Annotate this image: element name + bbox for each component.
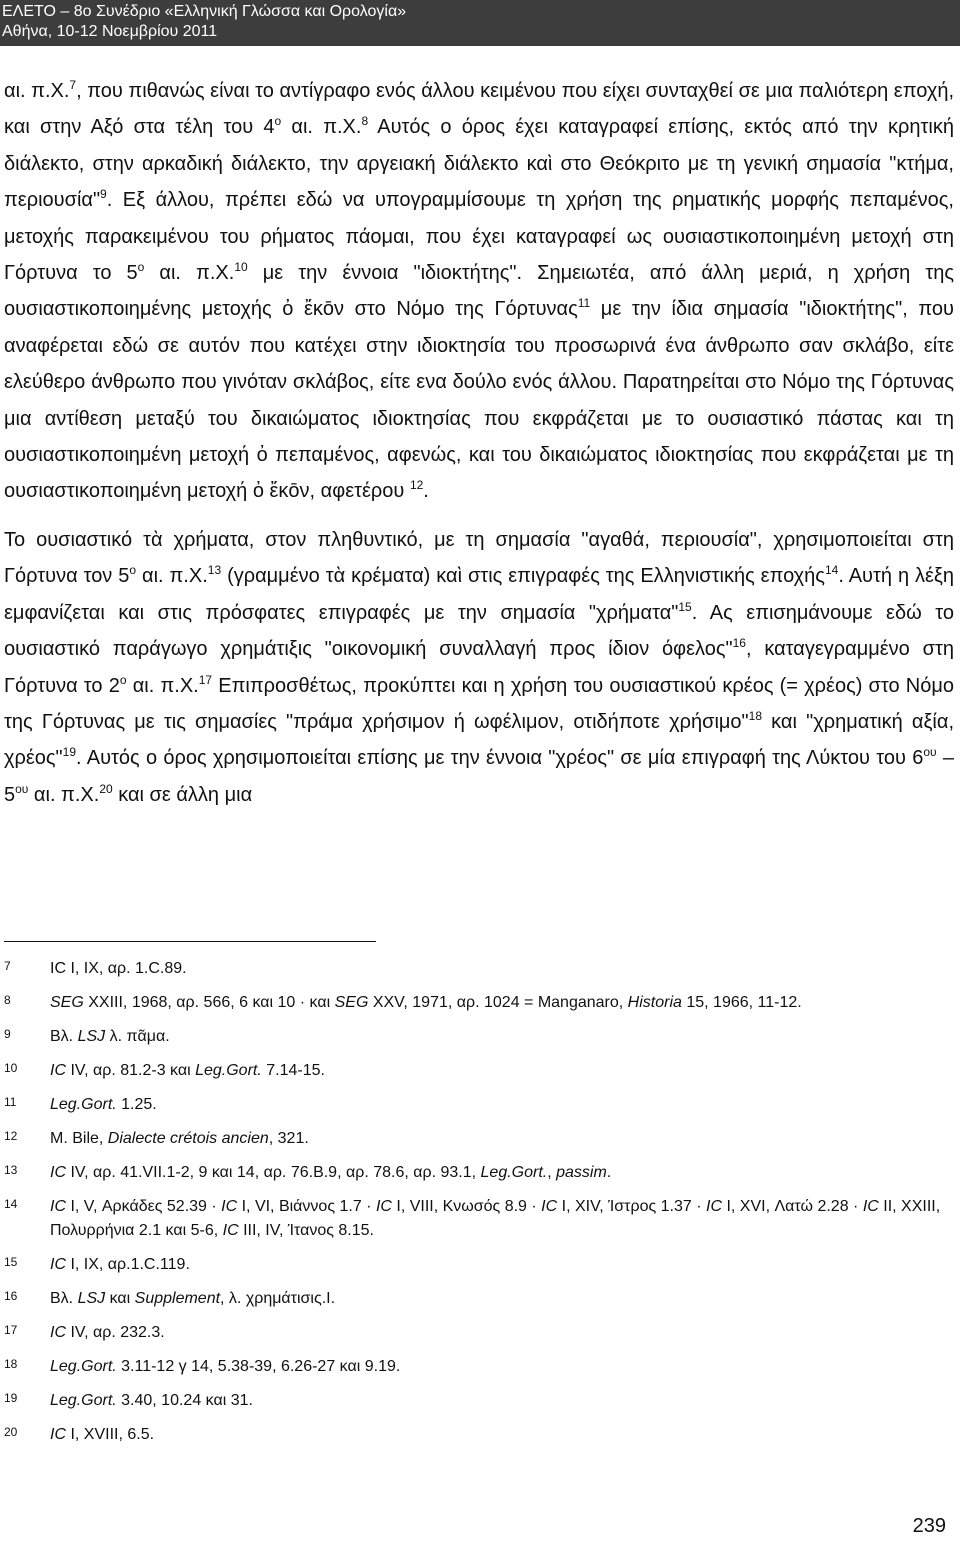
italic-text: IC [50, 1062, 66, 1079]
text-run: I, VIII, Κνωσός 8.9 · [391, 1198, 542, 1215]
footnote-ref: 15 [678, 599, 692, 614]
text-run: Το ουσιαστικό τὰ χρήματα, στον πληθυντικό, με τη σημασία "αγαθά, περιουσία", χρησιμοποιείται στη Γόρτυνα τον 5 [4, 528, 954, 588]
text-run: I, V, Αρκάδες 52.39 · [66, 1198, 222, 1215]
text-run: I, XVI, Λατώ 2.28 · [722, 1198, 863, 1215]
text-run: . [423, 480, 429, 503]
footnote-text [50, 1195, 956, 1243]
text-run: 1.25. [116, 1096, 157, 1113]
footnote-ref: 7 [69, 78, 77, 92]
footnote-number: 12 [4, 1129, 18, 1143]
footnote-number: 9 [4, 1027, 11, 1041]
text-run: Βλ. [50, 1028, 78, 1045]
footnote-item [4, 1127, 956, 1151]
text-run: με την ίδια σημασία "ιδιοκτήτης", που αναφέρεται εδώ σε αυτόν που κατέχει στην ιδιοκτησία του προσωρινά ένα άνθρωπο σαν σκλάβο, είτε ελεύθερο άνθρωπο που γινόταν σκλάβος, είτε ενα δούλο ενός άλλου. Παρατηρείται στο Νόμο της Γόρτυνας μια αντίθεση μεταξύ του δικαιώματος ιδιοκτησίας που εκφράζεται με το ουσιαστικό πάστας και τη ουσιαστικοποιημένη μετοχή ὀ πεπαμένος, αφενώς, και του δικαιώματος ιδιοκτησίας που εκφράζεται με τη ουσιαστικοποιημένη μετοχή ὀ ἔκōν, αφετέρου [4, 298, 954, 503]
italic-text: IC [222, 1222, 239, 1239]
text-run: I, VI, Βιάννος 1.7 · [237, 1198, 376, 1215]
italic-text: Leg.Gort. [50, 1096, 117, 1113]
text-run: IC I, IX, αρ. 1.C.89. [50, 960, 187, 977]
italic-text: IC [375, 1198, 392, 1215]
footnote-text [50, 1423, 956, 1447]
italic-text: Leg.Gort. [50, 1358, 117, 1375]
footnote-number: 13 [4, 1163, 18, 1177]
footnote-ref: 8 [361, 114, 369, 129]
footnote-number: 8 [4, 993, 11, 1007]
footnote-text [50, 1161, 956, 1185]
text-run: . Αυτή η λέξη εμφανίζεται και στις πρόσφατες επιγραφές με την σημασία "χρήματα" [4, 565, 954, 624]
text-run: Επιπροσθέτως, προκύπτει και η χρήση του ουσιαστικού κρέος (= χρέος) στο Νόμο της Γόρτυνας με τις σημασίες "πράμα χρήσιμον ή ωφέλιμον, οτιδήποτε χρήσιμο" [4, 674, 955, 733]
text-run: I, XVIII, 6.5. [66, 1426, 155, 1443]
footnote-ref: 12 [409, 478, 424, 493]
text-run: , λ. χρημάτισις.I. [220, 1290, 336, 1307]
italic-text: IC [50, 1256, 66, 1273]
footnote-number: 19 [4, 1391, 18, 1405]
text-run: XXIII, 1968, αρ. 566, 6 και 10 · και [83, 994, 335, 1011]
text-run: . [606, 1164, 612, 1181]
footnote-number: 15 [4, 1255, 18, 1269]
footnote-ref: ο [137, 260, 145, 275]
text-run: , 321. [268, 1130, 309, 1147]
footnote-item [4, 1059, 956, 1083]
footnote-separator [4, 941, 376, 942]
text-run: αι. π.Χ. [136, 565, 208, 588]
italic-text: IC [706, 1198, 723, 1215]
footnote-item [4, 1195, 956, 1243]
italic-text: SEG [50, 994, 84, 1011]
header-date: Αθήνα, 10-12 Νοεμβρίου 2011 [2, 23, 218, 40]
text-run: IV, αρ. 41.VII.1-2, 9 και 14, αρ. 76.B.9, αρ. 78.6, αρ. 93.1, [66, 1164, 481, 1181]
italic-text: Leg.Gort. [480, 1164, 548, 1181]
footnote-text [50, 991, 956, 1015]
footnote-ref: ο [129, 563, 137, 578]
italic-text: IC [862, 1198, 879, 1215]
footnote-ref: 9 [100, 187, 107, 202]
italic-text: LSJ [77, 1290, 106, 1307]
footnote-text [50, 1389, 956, 1413]
footnote-item [4, 1161, 956, 1185]
footnotes [4, 957, 956, 1457]
footnote-text [50, 1287, 956, 1311]
footnote-ref: 19 [62, 745, 77, 760]
text-run: 15, 1966, 11-12. [681, 994, 802, 1011]
text-run: 3.11-12 γ 14, 5.38-39, 6.26-27 και 9.19. [116, 1358, 401, 1375]
footnote-ref: ου [15, 781, 29, 796]
footnote-ref: 14 [824, 563, 839, 578]
italic-text: Supplement [134, 1290, 221, 1307]
footnote-ref: ο [119, 672, 127, 687]
text-run: M. Bile, [50, 1130, 108, 1147]
footnote-item [4, 1423, 956, 1447]
italic-text: IC [50, 1324, 66, 1341]
text-run: αι. π.Χ. [144, 262, 235, 285]
footnote-text [50, 1253, 956, 1277]
footnote-item [4, 1093, 956, 1117]
text-run: Αυτός ο όρος έχει καταγραφεί επίσης, εκτός από την κρητική διάλεκτο, στην αρκαδική διάλεκτο, την αργειακή διάλεκτο καὶ στο Θεόκριτο με τη γενική σημασία "κτήμα, περιουσία" [4, 116, 954, 212]
footnote-ref: 18 [748, 708, 763, 723]
footnote-ref: 13 [207, 563, 222, 578]
text-run: XXV, 1971, αρ. 1024 = Manganaro, [368, 994, 628, 1011]
text-run: λ. πᾶμα. [105, 1028, 170, 1045]
footnote-text [50, 1025, 956, 1049]
footnote-text [50, 1093, 956, 1117]
text-run: αι. π.Χ. [281, 116, 362, 139]
italic-text: SEG [334, 994, 369, 1011]
text-run: III, IV, Ίτανος 8.15. [238, 1222, 374, 1239]
italic-text: IC [541, 1198, 558, 1215]
main-text [4, 73, 954, 813]
text-run: IV, αρ. 232.3. [66, 1324, 165, 1341]
footnote-text [50, 1355, 956, 1379]
footnote-ref: 17 [198, 672, 213, 687]
footnote-item [4, 991, 956, 1015]
text-run: , καταγεγραμμένο στη Γόρτυνα το 2 [4, 638, 954, 697]
footnote-number: 18 [4, 1357, 18, 1371]
italic-text: Leg.Gort. [195, 1062, 262, 1079]
footnote-number: 20 [4, 1425, 18, 1439]
footnote-item [4, 957, 956, 981]
italic-text: Leg.Gort. [50, 1392, 117, 1409]
text-run: I, XIV, Ίστρος 1.37 · [557, 1198, 707, 1215]
text-run: , [547, 1164, 557, 1181]
footnote-text [50, 1127, 956, 1151]
footnote-ref: 10 [234, 260, 248, 275]
italic-text: LSJ [77, 1028, 106, 1045]
footnote-number: 16 [4, 1289, 18, 1303]
italic-text: IC [50, 1164, 66, 1181]
italic-text: IC [221, 1198, 238, 1215]
italic-text: IC [50, 1426, 66, 1443]
text-run: 7.14-15. [261, 1062, 325, 1079]
text-run: – 5 [4, 747, 954, 806]
footnote-ref: 16 [732, 636, 746, 651]
text-run: IV, αρ. 81.2-3 και [66, 1062, 196, 1079]
italic-text: passim [556, 1164, 607, 1181]
text-run: . Εξ άλλου, πρέπει εδώ να υπογραμμίσουμε τη χρήση της ρηματικής μορφής πεπαμένος, μετοχής παρακειμένου του ρήματος πάομαι, που έχει καταγραφεί ως ουσιαστικοποιημένη μετοχή στη Γόρτυνα το 5 [4, 189, 954, 285]
text-run: αι. π.Χ. [126, 674, 199, 697]
footnote-number: 14 [4, 1197, 18, 1211]
footnote-item [4, 1025, 956, 1049]
paragraph-2 [4, 522, 954, 813]
footnote-number: 17 [4, 1323, 18, 1337]
paragraph-1 [4, 73, 954, 510]
footnote-item [4, 1355, 956, 1379]
footnote-number: 10 [4, 1061, 18, 1075]
text-run: , που πιθανώς είναι το αντίγραφο ενός άλλου κειμένου που είχει συνταχθεί σε μια παλιότερη εποχή, και στην Αξό στα τέλη του 4 [4, 80, 954, 139]
footnote-item [4, 1253, 956, 1277]
text-run: και "χρηματική αξία, χρέος" [4, 710, 954, 770]
text-run: αι. π.Χ. [4, 80, 70, 102]
header-title: ΕΛΕΤΟ – 8ο Συνέδριο «Ελληνική Γλώσσα και Ορολογία» [2, 3, 407, 20]
footnote-item [4, 1287, 956, 1311]
text-run: με την έννοια "ιδιοκτήτης". Σημειωτέα, από άλλη μεριά, η χρήση της ουσιαστικοποιημένης μετοχής ὀ ἔκōν στο Νόμο της Γόρτυνας [4, 262, 955, 321]
page-number: 239 [912, 1515, 946, 1537]
italic-text: Historia [627, 994, 682, 1011]
italic-text: IC [50, 1198, 66, 1215]
footnote-text [50, 1321, 956, 1345]
footnote-text [50, 957, 956, 981]
text-run: II, XXIII, Πολυρρήνια 2.1 και 5-6, [50, 1198, 941, 1239]
text-run: αι. π.Χ. [28, 783, 100, 806]
text-run: . Ας επισημάνουμε εδώ το ουσιαστικό παράγωγο χρημάτιξις "οικονομική συναλλαγή προς ίδιον όφελος" [4, 601, 954, 661]
footnote-ref: 20 [99, 781, 113, 796]
footnote-text [50, 1059, 956, 1083]
footnote-ref: ου [923, 745, 937, 760]
text-run: (γραμμένο τὰ κρέματα) καὶ στις επιγραφές της Ελληνιστικής εποχής [221, 565, 825, 588]
footnote-item [4, 1389, 956, 1413]
footnote-ref: 11 [577, 296, 591, 311]
footnote-number: 11 [4, 1095, 17, 1109]
text-run: και [105, 1290, 135, 1307]
text-run: Βλ. [50, 1290, 78, 1307]
footnote-item [4, 1321, 956, 1345]
italic-text: Dialecte crétois ancien [107, 1130, 269, 1147]
text-run: . Αυτός ο όρος χρησιμοποιείται επίσης με την έννοια "χρέος" σε μία επιγραφή της Λύκτου του 6 [76, 747, 924, 770]
conference-header [0, 0, 960, 46]
footnote-ref: ο [274, 114, 282, 129]
text-run: και σε άλλη μια [112, 783, 253, 806]
text-run: I, IX, αρ.1.C.119. [66, 1256, 190, 1273]
footnote-number: 7 [4, 959, 11, 973]
text-run: 3.40, 10.24 και 31. [116, 1392, 253, 1409]
